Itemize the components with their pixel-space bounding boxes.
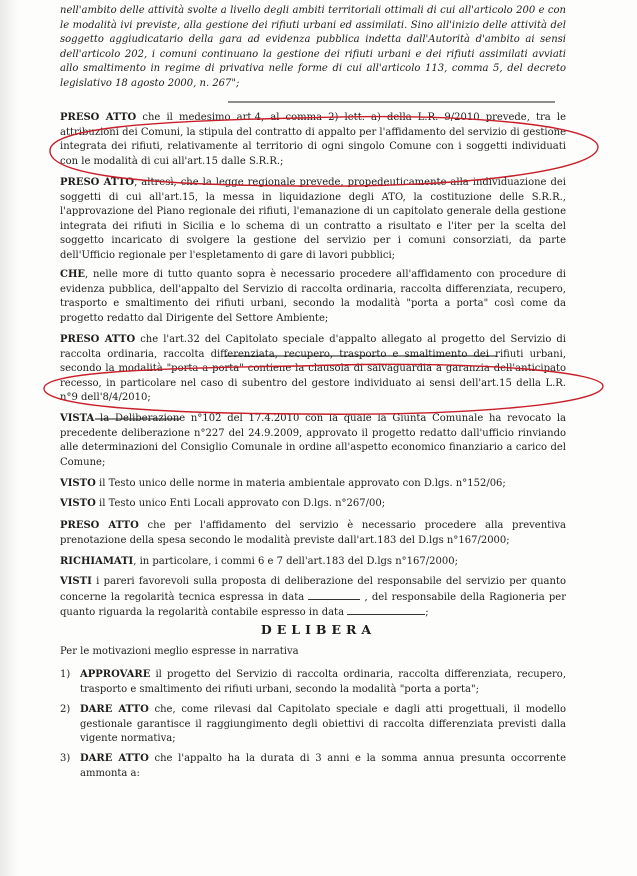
paragraph-preso-atto-2	[60, 176, 566, 263]
paragraph-preso-atto-3	[60, 333, 566, 406]
paragraph-text: , del responsabile della Ragioneria per quanto riguarda la regolarità contabile espresso in data	[60, 591, 567, 618]
paragraph-visto-1	[60, 477, 566, 492]
list-item-2	[60, 703, 566, 748]
scan-edge-shadow	[0, 0, 18, 876]
paragraph-text: , nelle more di tutto quanto sopra è necessario procedere all'affidamento con procedure di evidenza pubblica, dell'appalto del Servizio di raccolta ordinaria, raccolta differenziata, recupero, trasporto e smaltimento dei rifiuti urbani, secondo la modalità "porta a porta" così come da progetto redatto dal Dirigente del Settore Ambiente;	[60, 269, 566, 324]
paragraph-text: che l'art.32 del Capitolato speciale d'appalto allegato al progetto del Servizio di raccolta ordinaria, raccolta differenziata, recupero, trasporto e smaltimento dei rifiuti urbani, secondo la modalità "porta a porta" contiene la clausola di salvaguardia a garanzia dell'anticipato recesso, in particolare nel caso di subentro del gestore individuato ai sensi dell'art.15 della L.R. n°9 dell'8/4/2010;	[60, 334, 566, 403]
paragraph-text: il Testo unico delle norme in materia ambientale approvato con D.lgs. n°152/06;	[95, 478, 506, 489]
lead-preso-atto: PRESO ATTO	[60, 112, 137, 123]
paragraph-text: la Deliberazione n°102 del 17.4.2010 con la quale la Giunta Comunale ha revocato la precedente deliberazione n°227 del 24.9.2009, approvato il progetto redatto dall'ufficio rinviando alle determinazioni del Consiglio Comunale in ordine all'aspetto economico finanziario a carico del Comune;	[60, 413, 566, 468]
blank-date-field-2	[347, 605, 425, 615]
list-number: 2)	[60, 704, 71, 715]
list-item-1	[60, 668, 566, 698]
paragraph-text: ;	[425, 607, 429, 618]
item-text: che, come rilevasi dal Capitolato speciale e dagli atti progettuali, il modello gestionale garantisce il raggiungimento degli obiettivi di raccolta differenziata previsti dalla vigente normativa;	[80, 704, 566, 744]
paragraph-richiamati	[60, 555, 566, 570]
list-text	[80, 668, 566, 697]
list-text	[80, 703, 566, 747]
paragraph-text: , altresì, che la legge regionale prevede, propedeuticamente alla individuazione dei soggetti di cui all'art.15, la messa in liquidazione degli ATO, la costituzione delle S.R.R., l'approvazione del Piano regionale dei rifiuti, l'emanazione di un capitolato generale della gestione integrata dei rifiuti in Sicilia e lo schema di un contratto a risultato e l'iter per la scelta del soggetto incaricato di svolgere la gestione del servizio per i comuni consorziati, da parte dell'Ufficio regionale per l'espletamento di gare di lavori pubblici;	[60, 177, 566, 261]
paragraph-text: che il medesimo art.4, al comma 2) lett. a) della L.R. 9/2010 prevede, tra le attribuzioni dei Comuni, la stipula del contratto di appalto per l'affidamento del servizio di gestione integrata dei rifiuti, relativamente al territorio di ogni singolo Comune con i soggetti individuati con le modalità di cui all'art.15 dalle S.R.R.;	[60, 112, 566, 167]
lead-che: CHE	[60, 269, 86, 280]
item-text: che l'appalto ha la durata di 3 anni e la somma annua presunta occorrente ammonta a:	[80, 753, 566, 779]
lead-preso-atto: PRESO ATTO	[60, 334, 136, 345]
paragraph-text: , in particolare, i commi 6 e 7 dell'art.183 del D.lgs n°167/2000;	[133, 556, 458, 567]
paragraph-che	[60, 268, 566, 326]
paragraph-preso-atto-1	[60, 111, 566, 169]
lead-visto: VISTO	[60, 498, 96, 509]
paragraph-vista	[60, 412, 566, 470]
lead-approvare: APPROVARE	[80, 669, 151, 680]
lead-preso-atto: PRESO ATTO	[60, 177, 135, 188]
paragraph-quoted-law: nell'ambito delle attività svolte a livello degli ambiti territoriali ottimali di cui all'articolo 200 e con le modalità ivi previste, alla gestione dei rifiuti urbani ed assimilati. Sino all'inizio delle attività del soggetto aggiudicatario della gara ad evidenza pubblica indetta dall'Autorità d'ambito ai sensi dell'articolo 202, i comuni continuano la gestione dei rifiuti urbani e dei rifiuti assimilati avviati allo smaltimento in regime di privativa nelle forme di cui all'articolo 113, comma 5, del decreto legislativo 18 agosto 2000, n. 267";	[60, 5, 566, 89]
paragraph-text: il Testo unico Enti Locali approvato con D.lgs. n°267/00;	[95, 498, 386, 509]
lead-dare-atto: DARE ATTO	[80, 704, 149, 715]
section-title-delibera: DELIBERA	[260, 622, 377, 637]
lead-visto: VISTO	[60, 478, 96, 489]
lead-dare-atto: DARE ATTO	[80, 753, 149, 764]
blank-date-field-1	[308, 590, 360, 600]
list-number: 1)	[60, 669, 71, 680]
lead-visti: VISTI	[60, 576, 92, 587]
paragraph-intro: Per le motivazioni meglio espresse in narrativa	[60, 646, 299, 657]
item-text: il progetto del Servizio di raccolta ordinaria, raccolta differenziata, recupero, trasporto e smaltimento dei rifiuti urbani, secondo la modalità "porta a porta";	[80, 669, 566, 695]
lead-vista: VISTA	[60, 413, 95, 424]
paragraph-text: che per l'affidamento del servizio è necessario procedere alla preventiva prenotazione della spesa secondo le modalità previste dall'art.183 del D.lgs n°167/2000;	[60, 520, 566, 546]
paragraph-preso-atto-4	[60, 519, 566, 548]
paragraph-text: i pareri favorevoli sulla proposta di deliberazione del responsabile del servizio per quanto concerne la regolarità tecnica espressa in data	[60, 576, 566, 603]
lead-richiamati: RICHIAMATI	[60, 556, 134, 567]
list-text	[80, 752, 566, 781]
paragraph-visti	[60, 575, 566, 621]
list-item-3	[60, 752, 566, 782]
lead-preso-atto: PRESO ATTO	[60, 520, 139, 531]
list-number: 3)	[60, 753, 71, 764]
paragraph-visto-2	[60, 497, 566, 512]
